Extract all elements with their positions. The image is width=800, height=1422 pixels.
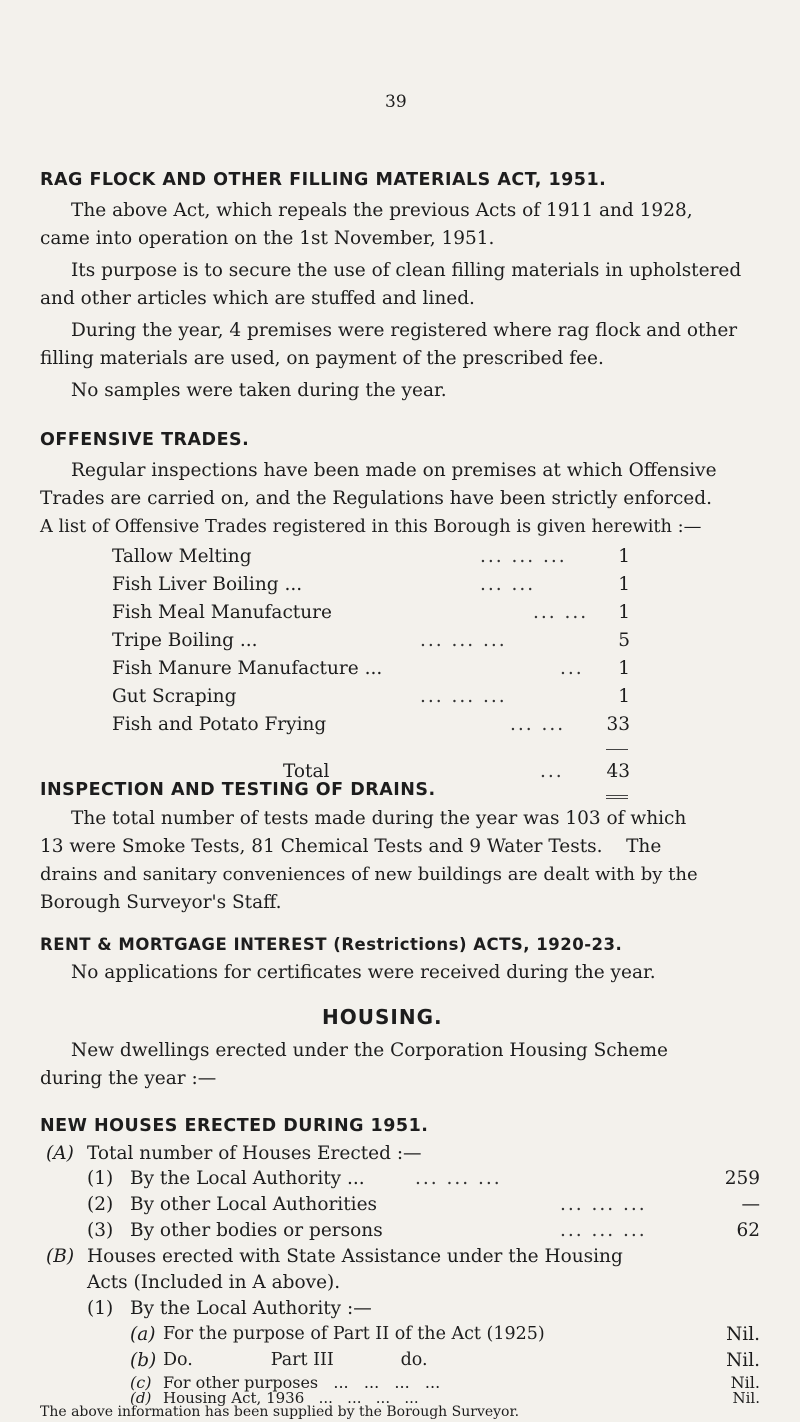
trade-row: [112, 714, 326, 735]
b-item-num: (b): [130, 1350, 157, 1371]
b-item-value: Nil.: [732, 1389, 760, 1407]
a-item-num: (2): [87, 1194, 114, 1215]
trade-dots: ... ... ...: [420, 630, 507, 651]
b-item-text: Housing Act, 1936 ... ... ... ...: [163, 1389, 419, 1407]
trade-name: Fish Liver Boiling ...: [112, 574, 303, 595]
footer-note: The above information has been supplied by the Borough Surveyor.: [40, 1404, 520, 1420]
rag-flock-p3-line2: filling materials are used, on payment of the prescribed fee.: [40, 348, 604, 369]
trade-count: 1: [618, 686, 630, 707]
a-item-num: (3): [87, 1220, 114, 1241]
b-item-num: (c): [130, 1373, 152, 1392]
trade-dots: ...: [560, 658, 584, 679]
trade-row: [112, 630, 258, 651]
total-rule: [606, 749, 628, 750]
rag-flock-p2-line1: Its purpose is to secure the use of clean filling materials in upholstered: [71, 260, 742, 281]
a-item-text: By other Local Authorities: [130, 1194, 378, 1215]
trade-name: Fish Meal Manufacture: [112, 602, 332, 623]
a-item-num: (1): [87, 1168, 114, 1189]
b-item-value: Nil.: [726, 1324, 760, 1345]
trade-name: Fish Manure Manufacture ...: [112, 658, 383, 679]
a-item-text: By other bodies or persons: [130, 1220, 383, 1241]
rag-flock-p3-line1: During the year, 4 premises were registered where rag flock and other: [71, 320, 738, 341]
rent-heading: RENT & MORTGAGE INTEREST (Restrictions) ACTS, 1920-23.: [40, 935, 623, 954]
drains-heading: INSPECTION AND TESTING OF DRAINS.: [40, 780, 436, 800]
trade-name: Fish and Potato Frying: [112, 714, 327, 735]
b-item-text: Do. Part III do.: [163, 1350, 428, 1370]
trade-dots: ... ... ...: [480, 546, 567, 567]
trade-count: 1: [618, 546, 630, 567]
offensive-line3: A list of Offensive Trades registered in this Borough is given herewith :—: [40, 516, 702, 537]
trade-name: Tripe Boiling ...: [112, 630, 258, 651]
trade-name: Gut Scraping: [112, 686, 237, 707]
section-b-line1: Houses erected with State Assistance under the Housing: [87, 1246, 623, 1267]
trade-dots: ... ...: [480, 574, 536, 595]
trade-row: [112, 574, 302, 595]
section-a-text: Total number of Houses Erected :—: [87, 1143, 422, 1164]
b1-num: (1): [87, 1298, 114, 1319]
housing-line2: during the year :—: [40, 1068, 217, 1089]
trade-dots: ... ...: [533, 602, 589, 623]
b-item-text: For the purpose of Part II of the Act (1925): [163, 1324, 545, 1344]
rag-flock-p1-line2: came into operation on the 1st November, 1951.: [40, 228, 495, 249]
a-item-value: 62: [736, 1220, 760, 1241]
section-b-label: (B): [46, 1246, 75, 1267]
total-label: Total: [283, 761, 330, 782]
rent-line1: No applications for certificates were received during the year.: [71, 962, 656, 983]
a-item-text: By the Local Authority ...: [130, 1168, 365, 1189]
housing-title: HOUSING.: [322, 1005, 443, 1029]
a-item-dots: ... ... ...: [560, 1220, 647, 1241]
trade-row: [112, 546, 252, 567]
b-item-text: For other purposes ... ... ... ...: [163, 1373, 441, 1392]
trade-dots: ... ...: [510, 714, 566, 735]
trade-count: 1: [618, 602, 630, 623]
total-double-rule: [606, 795, 628, 796]
new-houses-heading: NEW HOUSES ERECTED DURING 1951.: [40, 1116, 429, 1136]
rag-flock-p1-line1: The above Act, which repeals the previous Acts of 1911 and 1928,: [71, 200, 693, 221]
rag-flock-p2-line2: and other articles which are stuffed and lined.: [40, 288, 475, 309]
a-item-dots: ... ... ...: [415, 1168, 502, 1189]
a-item-value: 259: [724, 1168, 760, 1189]
total-dots: ...: [540, 761, 564, 782]
b-item-value: Nil.: [730, 1373, 760, 1392]
total-double-rule: [606, 798, 628, 799]
trade-row: [112, 602, 332, 623]
trade-row: [112, 658, 382, 679]
trade-count: 33: [606, 714, 630, 735]
trade-count: 1: [618, 574, 630, 595]
drains-line2: 13 were Smoke Tests, 81 Chemical Tests and 9 Water Tests. The: [40, 836, 662, 857]
b1-text: By the Local Authority :—: [130, 1298, 372, 1319]
b-item-num: (a): [130, 1324, 156, 1345]
trade-row: [112, 686, 236, 707]
b-item-num: (d): [130, 1389, 152, 1407]
drains-line4: Borough Surveyor's Staff.: [40, 892, 282, 913]
housing-line1: New dwellings erected under the Corporation Housing Scheme: [71, 1040, 668, 1061]
section-a-label: (A): [46, 1143, 74, 1164]
drains-line1: The total number of tests made during the year was 103 of which: [71, 808, 687, 829]
drains-line3: drains and sanitary conveniences of new buildings are dealt with by the: [40, 864, 698, 885]
offensive-trades-heading: OFFENSIVE TRADES.: [40, 430, 250, 450]
trade-name: Tallow Melting: [112, 546, 252, 567]
offensive-line2: Trades are carried on, and the Regulations have been strictly enforced.: [40, 488, 712, 509]
rag-flock-p4: No samples were taken during the year.: [71, 380, 447, 401]
a-item-dots: ... ... ...: [560, 1194, 647, 1215]
trade-count: 5: [618, 630, 630, 651]
b-item-value: Nil.: [726, 1350, 760, 1371]
page-number: 39: [385, 92, 407, 112]
rag-flock-heading: RAG FLOCK AND OTHER FILLING MATERIALS ACT, 1951.: [40, 170, 607, 190]
a-item-value: —: [741, 1194, 760, 1215]
offensive-line1: Regular inspections have been made on premises at which Offensive: [71, 460, 717, 481]
trade-dots: ... ... ...: [420, 686, 507, 707]
total-value: 43: [606, 761, 630, 782]
section-b-line2: Acts (Included in A above).: [87, 1272, 341, 1293]
trade-count: 1: [618, 658, 630, 679]
